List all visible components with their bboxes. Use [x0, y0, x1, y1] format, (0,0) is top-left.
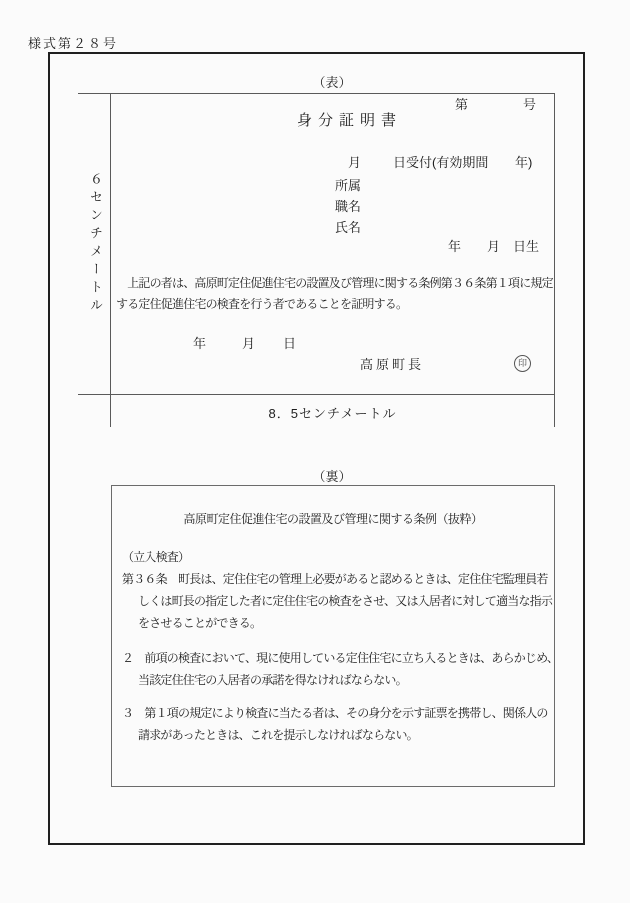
position-label: 職名 — [335, 199, 362, 214]
issue-date-day-label: 日 — [283, 336, 297, 351]
certificate-back-card — [111, 485, 559, 787]
article-line: ２ 前項の検査において、現に使用している定住住宅に立ち入るときは、あらかじめ、 — [122, 651, 559, 665]
back-side-label: （裏） — [312, 469, 352, 484]
ordinance-title: 高原町定住促進住宅の設置及び管理に関する条例（抜粋） — [183, 512, 483, 526]
certificate-front-card — [110, 93, 554, 394]
issue-date-year-label: 年 — [193, 336, 207, 351]
certificate-number-suffix: 号 — [523, 97, 537, 112]
certificate-body-line-1: 上記の者は、高原町定住促進住宅の設置及び管理に関する条例第３６条第１項に規定 — [116, 276, 553, 290]
seal-icon: 印 — [514, 355, 531, 372]
certificate-number-prefix: 第 — [455, 97, 469, 112]
card-right-line — [554, 93, 555, 427]
birth-day-label: 日生 — [513, 239, 540, 254]
article-line: ３ 第１項の規定により検査に当たる者は、その身分を示す証票を携帯し、関係人の — [122, 706, 548, 720]
affiliation-label: 所属 — [335, 178, 362, 193]
form-number-label: 様式第２８号 — [28, 36, 119, 51]
article-line: 第３６条 町長は、定住住宅の管理上必要があると認めるときは、定住住宅監理員若 — [122, 572, 548, 586]
article-line: しくは町長の指定した者に定住住宅の検査をさせ、又は入居者に対して適当な指示 — [138, 594, 553, 608]
inspection-section-heading: （立入検査） — [122, 550, 190, 564]
front-side-label: （表） — [312, 75, 352, 90]
issuer-label: 高原町長 — [360, 357, 425, 372]
certificate-title: 身分証明書 — [297, 112, 403, 129]
birth-month-label: 月 — [487, 239, 501, 254]
name-label: 氏名 — [335, 220, 362, 235]
article-line: 請求があったときは、これを提示しなければならない。 — [138, 728, 418, 742]
article-line: をさせることができる。 — [138, 616, 262, 630]
receipt-year-label: 年) — [515, 155, 533, 170]
certificate-body-line-2: する定住促進住宅の検査を行う者であることを証明する。 — [116, 297, 408, 311]
birth-year-label: 年 — [448, 239, 462, 254]
receipt-month-label: 月 — [348, 155, 362, 170]
article-line: 当該定住住宅の入居者の承諾を得なければならない。 — [138, 673, 407, 687]
card-bottom-line — [78, 394, 554, 395]
height-dimension-label: ６センチメートル — [88, 172, 103, 316]
receipt-validity-label: 日受付(有効期間 — [393, 155, 489, 170]
issue-date-month-label: 月 — [242, 336, 256, 351]
width-dimension-label: 8．5センチメートル — [268, 406, 397, 421]
